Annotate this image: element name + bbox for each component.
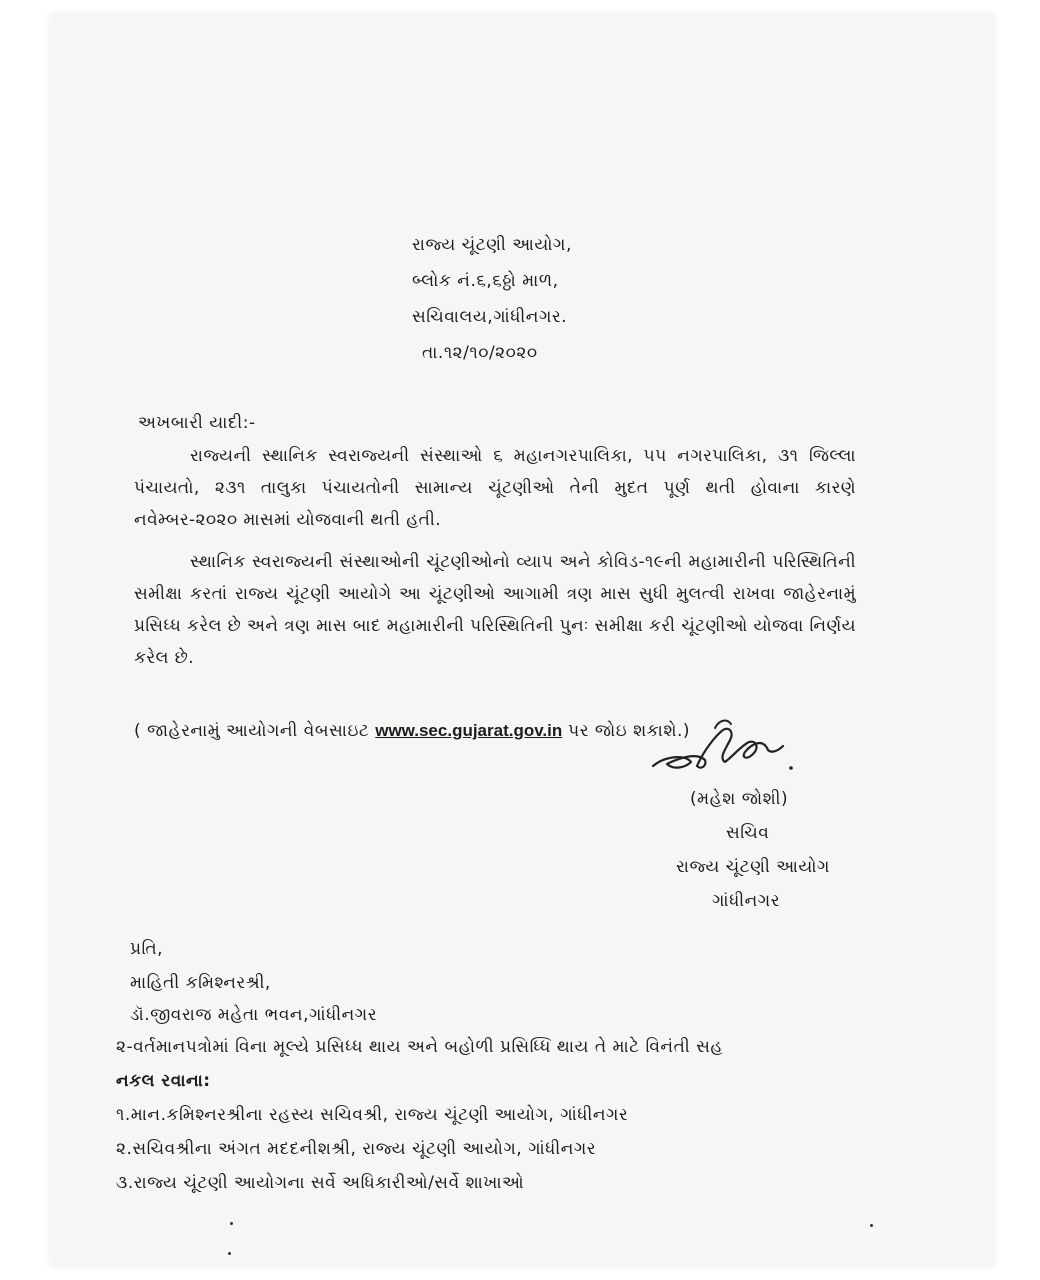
header-location: સચિવાલય,ગાંધીનગર. <box>412 307 568 327</box>
signatory-designation: સચિવ <box>726 823 770 843</box>
header-block: બ્લોક નં.૬,૬ઠ્ઠો માળ, <box>412 271 559 291</box>
scan-speck <box>230 1222 233 1225</box>
scan-speck <box>228 1252 231 1255</box>
press-note-title: અખબારી યાદી:- <box>138 413 256 433</box>
copy-item: ૨.સચિવશ્રીના અંગત મદદનીશશ્રી, રાજ્ય ચૂંટણી આયોગ, ગાંધીનગર <box>116 1139 597 1159</box>
signatory-place: ગાંધીનગર <box>712 891 781 911</box>
recipient-to: પ્રતિ, <box>130 939 164 959</box>
signatory-name: (મહેશ જોશી) <box>690 789 789 809</box>
notice-suffix: પર જોઇ શકાશે.) <box>568 721 690 741</box>
recipient-address: ડૉ.જીવરાજ મહેતા ભવન,ગાંધીનગર <box>130 1005 378 1025</box>
copy-heading: નકલ રવાના: <box>116 1071 211 1091</box>
scan-speck <box>870 1224 873 1227</box>
signature-icon <box>645 712 805 792</box>
website-link[interactable]: www.sec.gujarat.gov.in <box>375 721 563 740</box>
paragraph-1: રાજ્યની સ્થાનિક સ્વરાજ્યની સંસ્થાઓ ૬ મહાનગરપાલિકા, ૫૫ નગરપાલિકા, ૩૧ જિલ્લા પંચાયતો, ૨૩૧ તાલુકા પંચાયતોની સામાન્ય ચૂંટણીઓ તેની મુદત પૂર્ણ થતી હોવાના કારણે નવેમ્બર-૨૦૨૦ માસમાં યોજવાની થતી હતી. <box>134 446 856 530</box>
header-date: તા.૧૨/૧૦/૨૦૨૦ <box>422 343 538 363</box>
copy-item: ૧.માન.કમિશ્નરશ્રીના રહસ્ય સચિવશ્રી, રાજ્ય ચૂંટણી આયોગ, ગાંધીનગર <box>116 1105 629 1125</box>
recipient-request: ૨-વર્તમાનપત્રોમાં વિના મૂલ્યે પ્રસિધ્ધ થાય અને બહોળી પ્રસિધ્ધિ થાય તે માટે વિનંતી સહ <box>116 1037 723 1057</box>
recipient-name: માહિતી કમિશ્નરશ્રી, <box>130 973 271 993</box>
signatory-office: રાજ્ય ચૂંટણી આયોગ <box>676 857 830 877</box>
notice-prefix: ( જાહેરનામું આયોગની વેબસાઇટ <box>134 721 370 741</box>
document-page <box>50 14 994 1266</box>
copy-item: ૩.રાજ્ય ચૂંટણી આયોગના સર્વે અધિકારીઓ/સર્વે શાખાઓ <box>116 1173 525 1193</box>
header-office: રાજ્ય ચૂંટણી આયોગ, <box>412 235 572 255</box>
website-notice <box>134 720 690 742</box>
paragraph-2: સ્થાનિક સ્વરાજ્યની સંસ્થાઓની ચૂંટણીઓનો વ્યાપ અને કોવિડ-૧૯ની મહામારીની પરિસ્થિતિની સમીક્ષા કરતાં રાજ્ય ચૂંટણી આયોગે આ ચૂંટણીઓ આગામી ત્રણ માસ સુધી મુલત્વી રાખવા જાહેરનામું પ્રસિધ્ધ કરેલ છે અને ત્રણ માસ બાદ મહામારીની પરિસ્થિતિની પુનઃ સમીક્ષા કરી ચૂંટણીઓ યોજવા નિર્ણય કરેલ છે. <box>134 552 856 668</box>
